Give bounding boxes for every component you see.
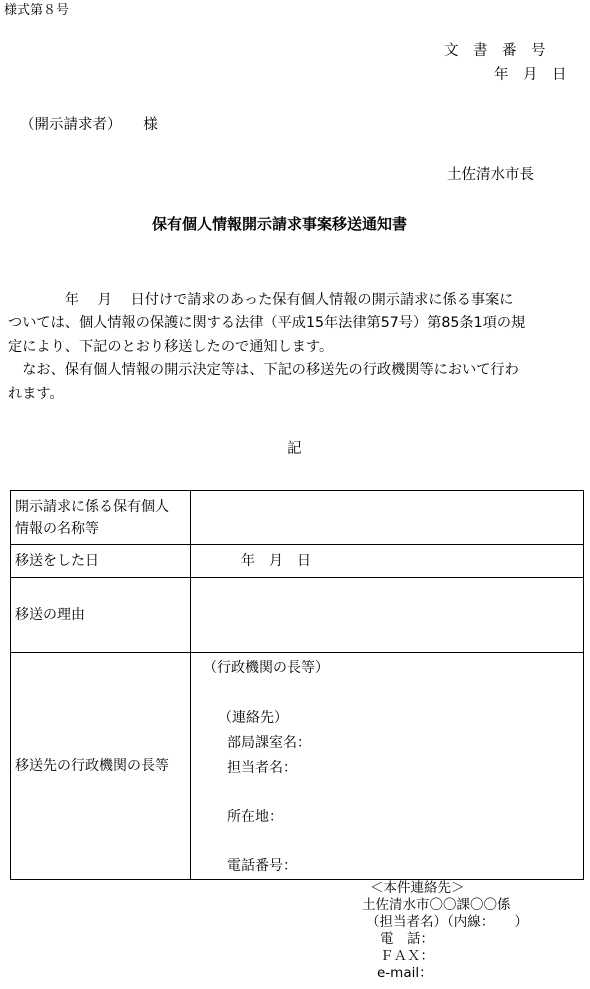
destination-person-label: 担当者名： [227, 760, 297, 776]
destination-contact-label: （連絡先） [218, 710, 288, 726]
contact-title: ＜本件連絡先＞ [370, 880, 465, 896]
page-title: 保有個人情報開示請求事案移送通知書 [152, 215, 408, 233]
row-label-transfer-date: 移送をした日 [11, 545, 191, 578]
row-label-info-name-line1: 開示請求に係る保有個人 [15, 498, 169, 515]
destination-dept-label: 部局課室名： [227, 735, 311, 751]
row-label-info-name [11, 491, 191, 545]
table-row [11, 653, 584, 880]
body-line-4: なお、保有個人情報の開示決定等は、下記の移送先の行政機関等において行わ [8, 362, 519, 378]
table-row [11, 578, 584, 653]
contact-email: e-mail： [377, 965, 433, 981]
row-label-destination: 移送先の行政機関の長等 [11, 653, 191, 880]
document-number-label: 文 書 番 号 [444, 43, 546, 59]
transfer-date-value: 年 月 日 [241, 553, 311, 569]
date-label: 年 月 日 [494, 67, 567, 83]
table-row [11, 491, 584, 545]
addressee: （開示請求者） 様 [20, 117, 158, 133]
row-value-info-name [191, 491, 584, 545]
row-value-reason [191, 578, 584, 653]
table-row [11, 545, 584, 578]
row-label-reason: 移送の理由 [11, 578, 191, 653]
destination-head: （行政機関の長等） [203, 660, 329, 676]
row-value-destination [191, 653, 584, 880]
body-line-5: れます。 [8, 386, 64, 402]
body-line-3: 定により、下記のとおり移送したので通知します。 [8, 339, 334, 355]
transfer-details-table [10, 490, 584, 880]
destination-phone-label: 電話番号： [227, 858, 297, 874]
row-value-transfer-date [191, 545, 584, 578]
row-label-info-name-line2: 情報の名称等 [15, 520, 99, 537]
contact-tel: 電 話： [380, 931, 434, 947]
form-number: 様式第８号 [4, 3, 70, 18]
contact-person: （担当者名）（内線： ） [366, 914, 528, 930]
ki-heading: 記 [287, 441, 302, 457]
contact-fax: ＦＡＸ： [380, 948, 434, 964]
body-line-2: ついては、個人情報の保護に関する法律（平成15年法律第57号）第85条1項の規 [8, 315, 526, 331]
sender: 土佐清水市長 [447, 167, 534, 183]
body-line-1: 年 月 日付けで請求のあった保有個人情報の開示請求に係る事案に [8, 292, 514, 308]
destination-address-label: 所在地： [227, 809, 283, 825]
contact-office: 土佐清水市〇〇課〇〇係 [362, 897, 511, 913]
